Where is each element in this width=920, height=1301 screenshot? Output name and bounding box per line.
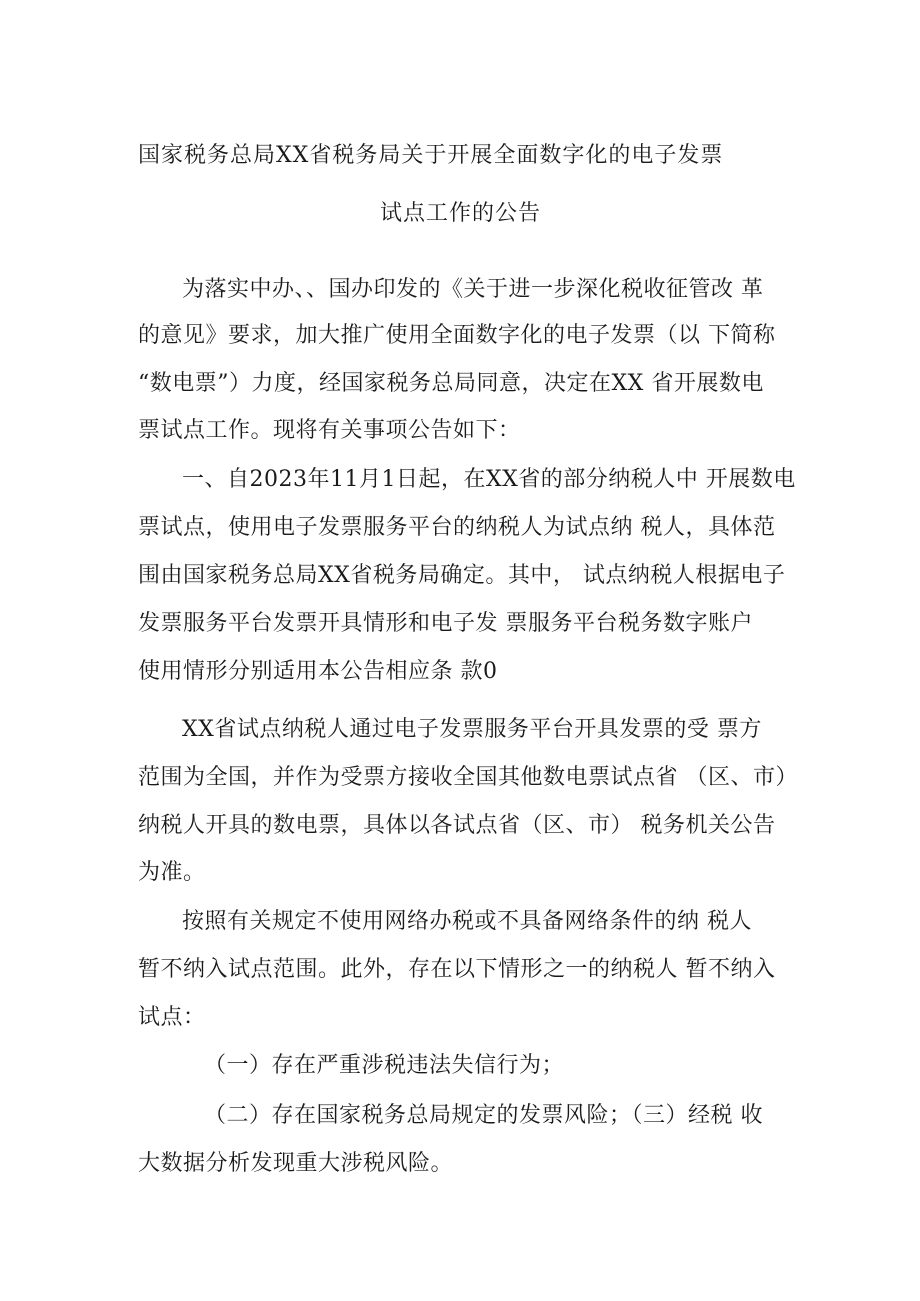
paragraph-line: “数电票”）力度，经国家税务总局同意，决定在XX 省开展数电	[138, 371, 764, 396]
paragraph-line: 为落实中办、、国办印发的《关于进一步深化税收征管改 革	[182, 277, 764, 302]
paragraph-line: 试点：	[138, 1005, 206, 1030]
list-item: （二）存在国家税务总局规定的发票风险；（三）经税 收	[204, 1103, 763, 1128]
paragraph-line: XX省试点纳税人通过电子发票服务平台开具发票的受 票方	[182, 717, 762, 742]
paragraph-line: 票试点，使用电子发票服务平台的纳税人为试点纳 税人，具体范	[138, 515, 776, 540]
paragraph-line: 一、自2023年11月1日起，在XX省的部分纳税人中 开展数电	[182, 467, 796, 492]
paragraph-line: 范围为全国，并作为受票方接收全国其他数电票试点省 （区、市）	[138, 765, 798, 790]
list-item: （一）存在严重涉税违法失信行为；	[204, 1053, 565, 1078]
paragraph-line: 票试点工作。现将有关事项公告如下：	[138, 418, 521, 443]
paragraph-line: 围由国家税务总局XX省税务局确定。其中， 试点纳税人根据电子	[138, 563, 786, 588]
document-title-line-2: 试点工作的公告	[380, 201, 542, 226]
paragraph-line: 发票服务平台发票开具情形和电子发 票服务平台税务数字账户	[138, 611, 753, 636]
paragraph-line: 大数据分析发现重大涉税风险。	[138, 1151, 454, 1176]
document-title-line-1: 国家税务总局XX省税务局关于开展全面数字化的电子发票	[138, 143, 724, 168]
paragraph-line: 暂不纳入试点范围。此外，存在以下情形之一的纳税人 暂不纳入	[138, 957, 776, 982]
paragraph-line: 使用情形分别适用本公告相应条 款0	[138, 659, 498, 684]
paragraph-line: 纳税人开具的数电票，具体以各试点省（区、市） 税务机关公告	[138, 813, 776, 838]
paragraph-line: 的意见》要求，加大推广使用全面数字化的电子发票（以 下简称	[138, 323, 776, 348]
paragraph-line: 为准。	[138, 860, 206, 885]
paragraph-line: 按照有关规定不使用网络办税或不具备网络条件的纳 税人	[182, 909, 752, 934]
